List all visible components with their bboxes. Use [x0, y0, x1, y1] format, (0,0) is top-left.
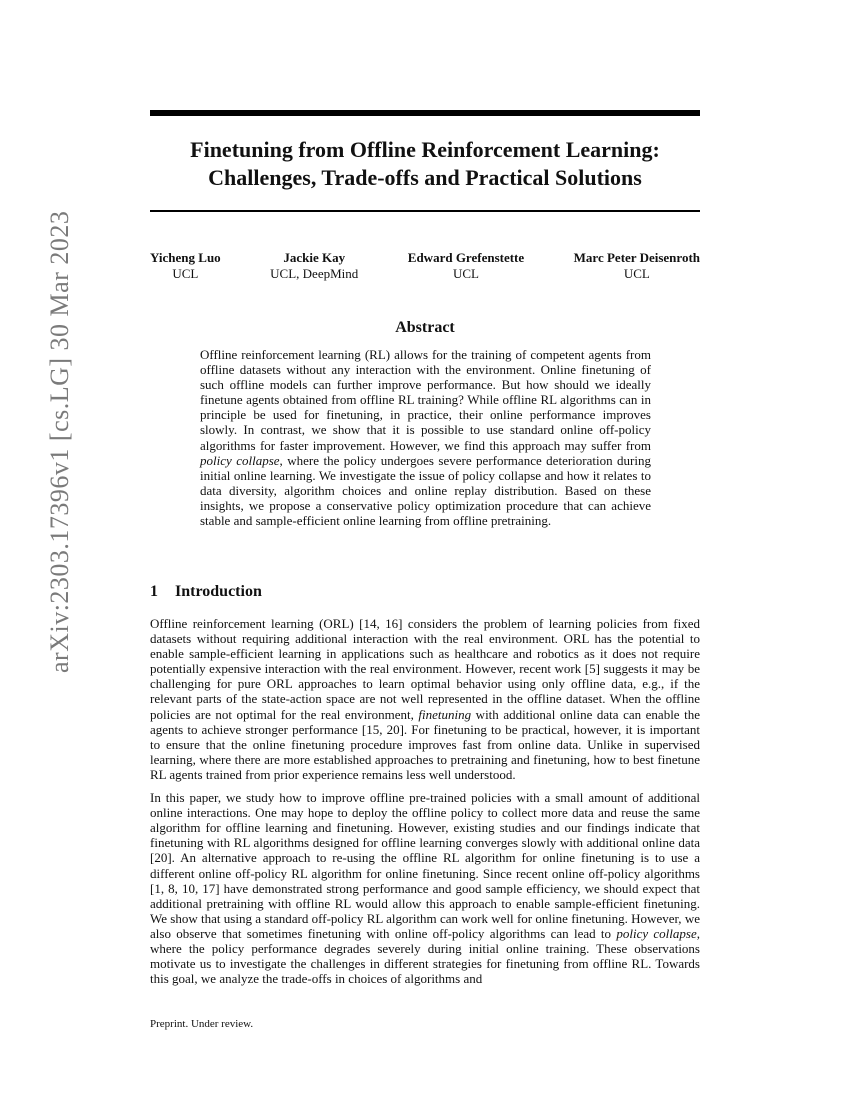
intro-paragraph-1 [150, 616, 700, 782]
paragraph-text: with additional online data can enable the agents to achieve stronger performance [15, 20]. For finetuning to be practical, however, it is important to ensure that the online finetuning procedure improves fast from online data. Unlike in supervised learning, where there are more established approaches to pretraining and finetuning, how to best finetune RL agents trained from prior experience remains less well understood. [150, 706, 700, 782]
author-block [150, 250, 221, 282]
abstract-text-part: Offline reinforcement learning (RL) allows for the training of competent agents from offline datasets without any interaction with the environment. Online finetuning of such offline models can further improve performance. But how should we ideally finetune agents obtained from offline RL training? While offline RL algorithms can in principle be used for finetuning, in practice, their online performance improves slowly. In contrast, we show that it is possible to use standard online off-policy algorithms for faster improvement. However, we find this approach may suffer from [200, 347, 651, 453]
author-block [270, 250, 358, 282]
title-rule-top [150, 110, 700, 116]
paragraph-emphasis: policy collapse [616, 925, 697, 941]
author-affiliation: UCL, DeepMind [270, 266, 359, 281]
abstract-heading: Abstract [395, 319, 455, 336]
author-block [574, 250, 700, 282]
paper-title [150, 136, 700, 192]
author-name: Edward Grefenstette [407, 250, 525, 265]
section-title: Introduction [175, 583, 262, 600]
title-line-2: Challenges, Trade-offs and Practical Solutions [208, 165, 642, 190]
section-number: 1 [150, 583, 158, 600]
paragraph-text: , where the policy performance degrades severely during initial online training. These observations motivate us to investigate the challenges in different strategies for finetuning from offline RL. Towards this goal, we analyze the trade-offs in choices of algorithms and [150, 925, 700, 987]
title-rule-bottom [150, 210, 700, 212]
abstract-emphasis: policy collapse [200, 452, 280, 468]
arxiv-identifier: arXiv:2303.17396v1 [cs.LG] 30 Mar 2023 [45, 210, 74, 673]
author-block [408, 250, 524, 282]
paragraph-text: In this paper, we study how to improve offline pre-trained policies with a small amount of additional online interactions. One may hope to deploy the offline policy to collect more data and reuse the same algorithm for offline learning and finetuning. However, existing studies and our findings indicate that finetuning with RL algorithms designed for offline learning converges slowly with additional online data [20]. An alternative approach to re-using the offline RL algorithm for online finetuning is to use a different online off-policy RL algorithm for online finetuning. Since recent online off-policy algorithms [1, 8, 10, 17] have demonstrated strong performance and good sample efficiency, we should expect that additional pretraining with offline RL would allow this approach to enable sample-efficient finetuning. We show that using a standard off-policy RL algorithm can work well for online finetuning. However, we also observe that sometimes finetuning with online off-policy algorithms can lead to [150, 790, 700, 941]
abstract-text-part: , where the policy undergoes severe performance deterioration during initial online learning. We investigate the issue of policy collapse and how it relates to data diversity, algorithm choices and online replay distribution. Based on these insights, we propose a conservative policy optimization procedure that can achieve stable and sample-efficient online learning from offline pretraining. [200, 452, 651, 529]
page-footer: Preprint. Under review. [150, 1018, 254, 1030]
author-name: Yicheng Luo [150, 250, 221, 265]
author-affiliation: UCL [172, 266, 199, 281]
abstract-text [200, 347, 651, 528]
section-heading [150, 583, 700, 601]
author-list [150, 250, 700, 282]
introduction-body [150, 616, 700, 994]
paragraph-emphasis: finetuning [418, 706, 472, 722]
title-line-1: Finetuning from Offline Reinforcement Learning: [190, 137, 660, 162]
author-affiliation: UCL [452, 266, 479, 281]
intro-paragraph-2 [150, 790, 700, 986]
author-name: Marc Peter Deisenroth [573, 250, 700, 265]
author-affiliation: UCL [623, 266, 650, 281]
author-name: Jackie Kay [283, 250, 346, 265]
paragraph-text: Offline reinforcement learning (ORL) [14, 16] considers the problem of learning policies from fixed datasets without requiring additional interaction with the real environment. ORL has the potential to enable sample-efficient learning in applications such as healthcare and robotics as it does not require potentially expensive interaction with the real environment. However, recent work [5] suggests it may be challenging for pure ORL approaches to learn optimal behavior using only offline data, e.g., if the relevant parts of the state-action space are not well represented in the offline dataset. When the offline policies are not optimal for the real environment, [150, 616, 700, 722]
